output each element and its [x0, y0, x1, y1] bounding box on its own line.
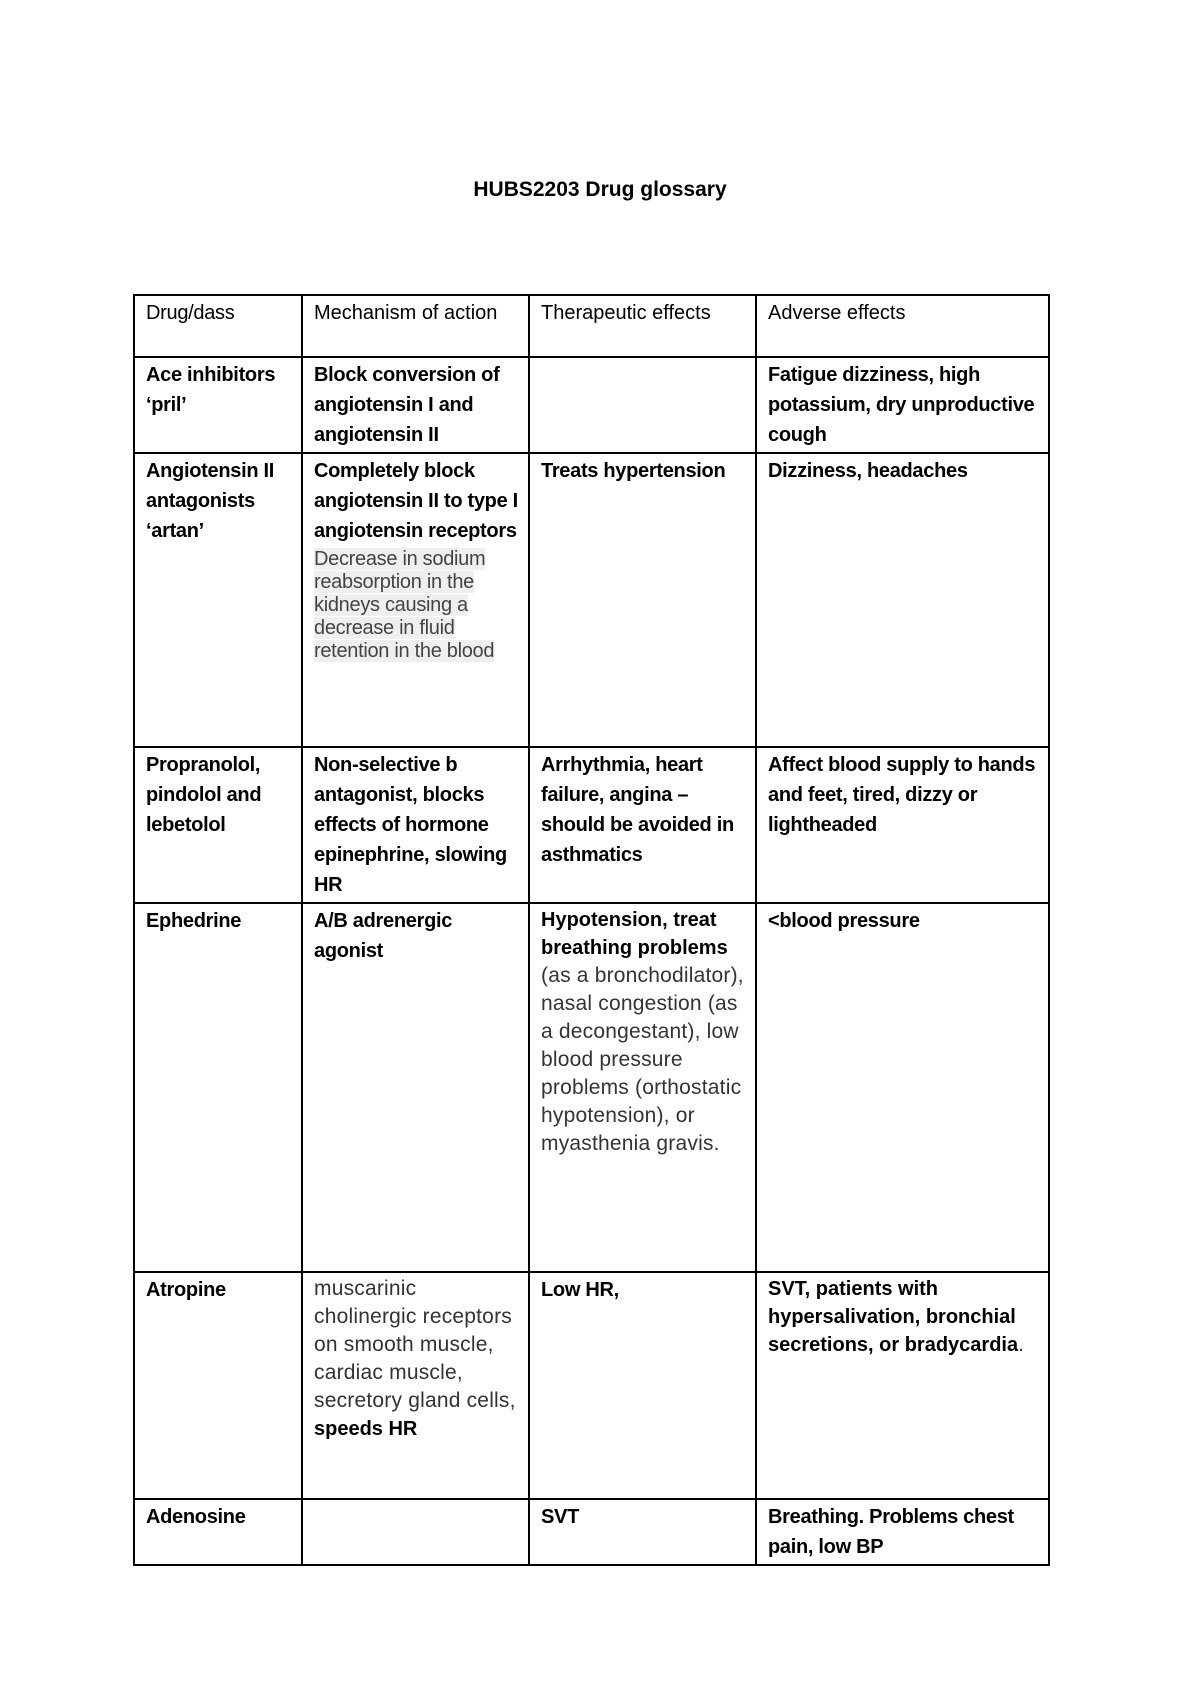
adverse-bold-text: SVT, patients with hypersalivation, bronchial secretions, or bradycardia [768, 1278, 1019, 1356]
header-cell-drug: Drug/dass [134, 295, 302, 357]
mechanism-cell: Block conversion of angiotensin I and angiotensin II [302, 357, 529, 453]
adverse-rest-text: . [1018, 1333, 1025, 1356]
table-row [134, 903, 1049, 1272]
mechanism-cell [302, 1272, 529, 1499]
drug-cell: Propranolol, pindolol and lebetolol [134, 747, 302, 903]
table-row [134, 1499, 1049, 1565]
table-header-row [134, 295, 1049, 357]
therapeutic-cell [529, 903, 756, 1272]
adverse-cell: Affect blood supply to hands and feet, tired, dizzy or lightheaded [756, 747, 1049, 903]
table-row [134, 453, 1049, 747]
therapeutic-cell: Treats hypertension [529, 453, 756, 747]
adverse-cell: <blood pressure [756, 903, 1049, 1272]
drug-cell: Ace inhibitors ‘pril’ [134, 357, 302, 453]
adverse-cell [756, 1272, 1049, 1499]
mechanism-cell [302, 1499, 529, 1565]
adverse-cell: Breathing. Problems chest pain, low BP [756, 1499, 1049, 1565]
mechanism-cell: A/B adrenergic agonist [302, 903, 529, 1272]
header-cell-mechanism: Mechanism of action [302, 295, 529, 357]
drug-cell: Ephedrine [134, 903, 302, 1272]
table-row [134, 747, 1049, 903]
therapeutic-cell: Arrhythmia, heart failure, angina – should be avoided in asthmatics [529, 747, 756, 903]
therapeutic-bold-text: Hypotension, treat breathing problems [541, 909, 728, 959]
therapeutic-cell [529, 357, 756, 453]
mechanism-highlight-note: Decrease in sodium reabsorption in the kidneys causing a decrease in fluid retention in the blood [314, 548, 495, 662]
drug-cell: Adenosine [134, 1499, 302, 1565]
mechanism-cell [302, 453, 529, 747]
mechanism-text: muscarinic cholinergic receptors on smooth muscle, cardiac muscle, secretory gland cells, [314, 1277, 516, 1412]
therapeutic-rest-text: (as a bronchodilator), nasal congestion (as a decongestant), low blood pressure problems (orthostatic hypotension), or myasthenia gravis. [541, 964, 744, 1155]
adverse-cell: Dizziness, headaches [756, 453, 1049, 747]
drug-glossary-table [133, 294, 1050, 1566]
mechanism-cell: Non-selective b antagonist, blocks effects of hormone epinephrine, slowing HR [302, 747, 529, 903]
drug-cell: Atropine [134, 1272, 302, 1499]
therapeutic-cell: SVT [529, 1499, 756, 1565]
mechanism-text: Completely block angiotensin II to type I angiotensin receptors [314, 460, 518, 542]
drug-cell: Angiotensin II antagonists ‘artan’ [134, 453, 302, 747]
header-cell-therapeutic: Therapeutic effects [529, 295, 756, 357]
table-row [134, 1272, 1049, 1499]
therapeutic-cell: Low HR, [529, 1272, 756, 1499]
page-title: HUBS2203 Drug glossary [473, 178, 727, 201]
adverse-cell: Fatigue dizziness, high potassium, dry unproductive cough [756, 357, 1049, 453]
header-cell-adverse: Adverse effects [756, 295, 1049, 357]
mechanism-bold-text: speeds HR [314, 1418, 418, 1440]
table-row [134, 357, 1049, 453]
